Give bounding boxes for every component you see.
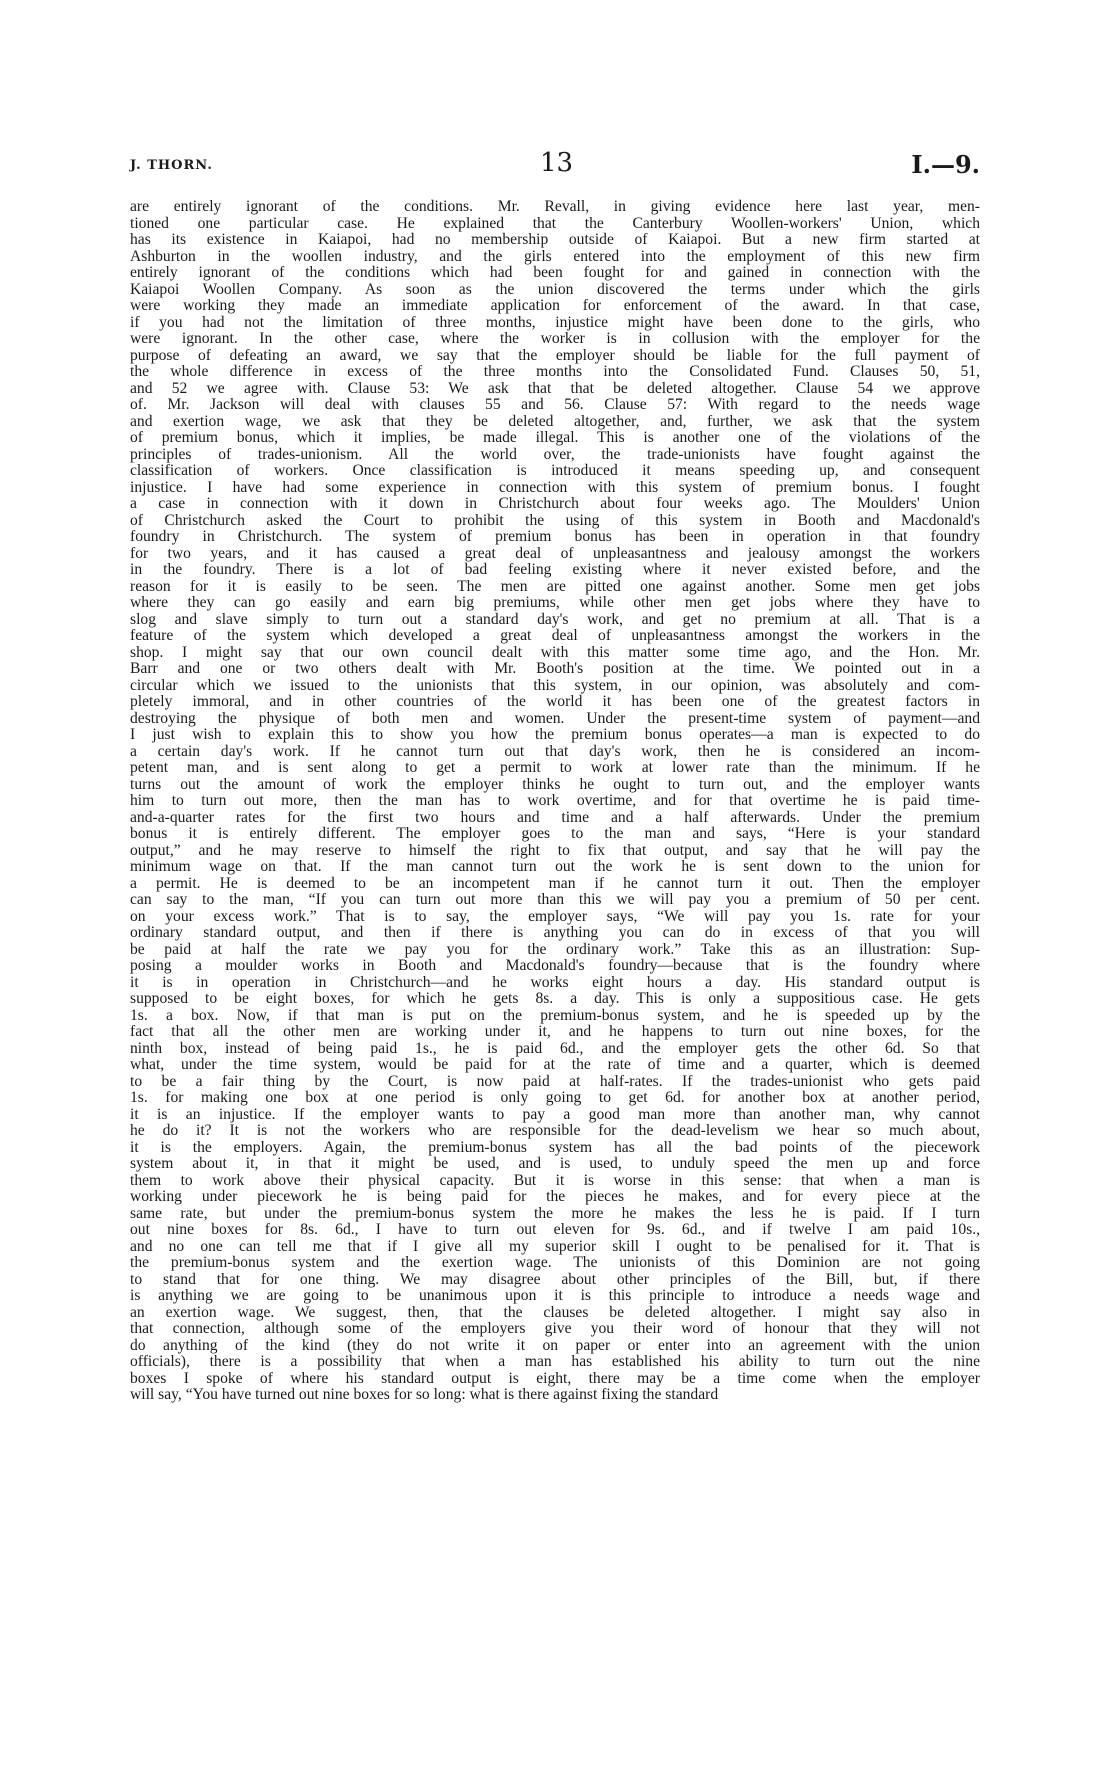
text-line: for two years, and it has caused a great deal of unpleasantness and jealousy amongst the workers [130, 545, 980, 562]
text-line: of. Mr. Jackson will deal with clauses 55 and 56. Clause 57: With regard to the needs wage [130, 397, 980, 413]
body-text [130, 199, 980, 1404]
text-line: officials), there is a possibility that when a man has established his ability to turn out the nine [130, 1354, 980, 1370]
text-line: injustice. I have had some experience in connection with this system of premium bonus. I fought [130, 479, 980, 496]
text-line: classification of workers. Once classification is introduced it means speeding up, and consequent [130, 463, 980, 479]
text-line: slog and slave simply to turn out a standard day's work, and get no premium at all. That is a [130, 611, 980, 628]
text-line: him to turn out more, then the man has to work overtime, and for that overtime he is paid time- [130, 793, 980, 809]
text-line: the premium-bonus system and the exertion wage. The unionists of this Dominion are not going [130, 1255, 980, 1271]
text-line: to stand that for one thing. We may disagree about other principles of the Bill, but, if there [130, 1271, 980, 1288]
text-line: and 52 we agree with. Clause 53: We ask that that be deleted altogether. Clause 54 we approve [130, 380, 980, 397]
text-line: were working they made an immediate application for enforcement of the award. In that case, [130, 298, 980, 314]
page-number: 13 [540, 148, 574, 178]
text-line: 1s. a box. Now, if that man is put on the premium-bonus system, and he is speeded up by the [130, 1007, 980, 1024]
text-line: circular which we issued to the unionists that this system, in our opinion, was absolutely and com- [130, 677, 980, 694]
text-line: and-a-quarter rates for the first two hours and time and a half afterwards. Under the premium [130, 809, 980, 826]
text-line: fact that all the other men are working under it, and he happens to turn out nine boxes, for the [130, 1024, 980, 1040]
text-line: do anything of the kind (they do not write it on paper or enter into an agreement with the union [130, 1337, 980, 1354]
text-line: has its existence in Kaiapoi, had no membership outside of Kaiapoi. But a new firm started at [130, 232, 980, 248]
text-line: and exertion wage, we ask that they be deleted altogether, and, further, we ask that the system [130, 413, 980, 430]
text-line: be paid at half the rate we pay you for the ordinary work.” Take this as an illustration: Sup- [130, 941, 980, 958]
text-line: entirely ignorant of the conditions which had been fought for and gained in connection with the [130, 265, 980, 281]
text-line: to be a fair thing by the Court, is now paid at half-rates. If the trades-unionist who gets paid [130, 1073, 980, 1090]
text-line: an exertion wage. We suggest, then, that the clauses be deleted altogether. I might say also in [130, 1304, 980, 1321]
text-line: can say to the man, “If you can turn out more than this we will pay you a premium of 50 per cent. [130, 892, 980, 908]
text-line: working under piecework he is being paid for the pieces he makes, and for every piece at the [130, 1189, 980, 1205]
text-line: principles of trades-unionism. All the world over, the trade-unionists have fought against the [130, 446, 980, 463]
text-line: Ashburton in the woollen industry, and the girls entered into the employment of this new firm [130, 248, 980, 265]
text-line: same rate, but under the premium-bonus system the more he makes the less he is paid. If I turn [130, 1205, 980, 1222]
text-line: of Christchurch asked the Court to prohibit the using of this system in Booth and Macdonald's [130, 512, 980, 529]
document-reference: I.—9. [911, 150, 980, 179]
text-line: on your excess work.” That is to say, the employer says, “We will pay you 1s. rate for your [130, 908, 980, 925]
text-line: is anything we are going to be unanimous upon it is this principle to introduce a needs wage and [130, 1288, 980, 1304]
text-line: in the foundry. There is a lot of bad feeling existing where it never existed before, and the [130, 562, 980, 578]
text-line: tioned one particular case. He explained that the Canterbury Woollen-workers' Union, which [130, 215, 980, 232]
text-line: a permit. He is deemed to be an incompetent man if he cannot turn it out. Then the employer [130, 875, 980, 892]
text-line: of premium bonus, which it implies, be made illegal. This is another one of the violations of the [130, 430, 980, 446]
text-line: them to work above their physical capacity. But it is worse in this sense: that when a man is [130, 1172, 980, 1189]
text-line: shop. I might say that our own council dealt with this matter some time ago, and the Hon. Mr. [130, 644, 980, 661]
text-line: turns out the amount of work the employer thinks he ought to turn out, and the employer wants [130, 776, 980, 793]
text-line: Kaiapoi Woollen Company. As soon as the union discovered the terms under which the girls [130, 281, 980, 298]
text-line: petent man, and is sent along to get a permit to work at lower rate than the minimum. If he [130, 760, 980, 776]
text-line: where they can go easily and earn big premiums, while other men get jobs where they have to [130, 595, 980, 611]
witness-name: J. THORN. [130, 158, 213, 173]
text-line: he do it? It is not the workers who are responsible for the dead-levelism we hear so much about, [130, 1123, 980, 1139]
text-line: feature of the system which developed a great deal of unpleasantness amongst the workers in the [130, 628, 980, 644]
text-line: that connection, although some of the employers give you their word of honour that they will not [130, 1321, 980, 1337]
text-line: purpose of defeating an award, we say that the employer should be liable for the full payment of [130, 347, 980, 364]
text-line: pletely immoral, and in other countries of the world it has been one of the greatest factors in [130, 694, 980, 710]
page-header [130, 148, 980, 182]
text-line: it is in operation in Christchurch—and he works eight hours a day. His standard output is [130, 974, 980, 991]
text-line: it is the employers. Again, the premium-bonus system has all the bad points of the piecework [130, 1139, 980, 1156]
text-line: Barr and one or two others dealt with Mr. Booth's position at the time. We pointed out in a [130, 661, 980, 677]
text-line: supposed to be eight boxes, for which he gets 8s. a day. This is only a suppositious case. He gets [130, 991, 980, 1007]
text-line: a case in connection with it down in Christchurch about four weeks ago. The Moulders' Union [130, 496, 980, 512]
text-line: bonus it is entirely different. The employer goes to the man and says, “Here is your standard [130, 826, 980, 842]
text-line: ordinary standard output, and then if there is anything you can do in excess of that you will [130, 925, 980, 941]
text-line: what, under the time system, would be paid for at the rate of time and a quarter, which is deemed [130, 1057, 980, 1073]
text-line: ninth box, instead of being paid 1s., he is paid 6d., and the employer gets the other 6d. So that [130, 1040, 980, 1057]
text-line: posing a moulder works in Booth and Macdonald's foundry—because that is the foundry where [130, 958, 980, 974]
text-line: will say, “You have turned out nine boxes for so long: what is there against fixing the standard [130, 1387, 719, 1403]
text-line: out nine boxes for 8s. 6d., I have to turn out eleven for 9s. 6d., and if twelve I am paid 10s., [130, 1222, 980, 1238]
text-line: boxes I spoke of where his standard output is eight, there may be a time come when the employer [130, 1370, 980, 1387]
text-line: are entirely ignorant of the conditions. Mr. Revall, in giving evidence here last year, men- [130, 199, 980, 215]
text-line: it is an injustice. If the employer wants to pay a good man more than another man, why cannot [130, 1106, 980, 1123]
text-line: system about it, in that it might be used, and is used, to unduly speed the men up and force [130, 1156, 980, 1172]
text-line: reason for it is easily to be seen. The men are pitted one against another. Some men get jobs [130, 578, 980, 595]
text-line: output,” and he may reserve to himself the right to fix that output, and say that he will pay the [130, 842, 980, 859]
text-line: minimum wage on that. If the man cannot turn out the work he is sent down to the union for [130, 859, 980, 875]
text-line: a certain day's work. If he cannot turn out that day's work, then he is considered an incom- [130, 743, 980, 760]
text-line: I just wish to explain this to show you how the premium bonus operates—a man is expected to do [130, 727, 980, 743]
text-line: were ignorant. In the other case, where the worker is in collusion with the employer for the [130, 331, 980, 347]
text-line: the whole difference in excess of the three months into the Consolidated Fund. Clauses 50, 51, [130, 364, 980, 380]
text-line: 1s. for making one box at one period is only going to get 6d. for another box at another period, [130, 1090, 980, 1106]
text-line: destroying the physique of both men and women. Under the present-time system of payment—and [130, 710, 980, 727]
text-line: foundry in Christchurch. The system of premium bonus has been in operation in that foundry [130, 529, 980, 545]
text-line: if you had not the limitation of three months, injustice might have been done to the girls, who [130, 314, 980, 331]
text-line: and no one can tell me that if I give all my superior skill I ought to be penalised for it. That is [130, 1238, 980, 1255]
